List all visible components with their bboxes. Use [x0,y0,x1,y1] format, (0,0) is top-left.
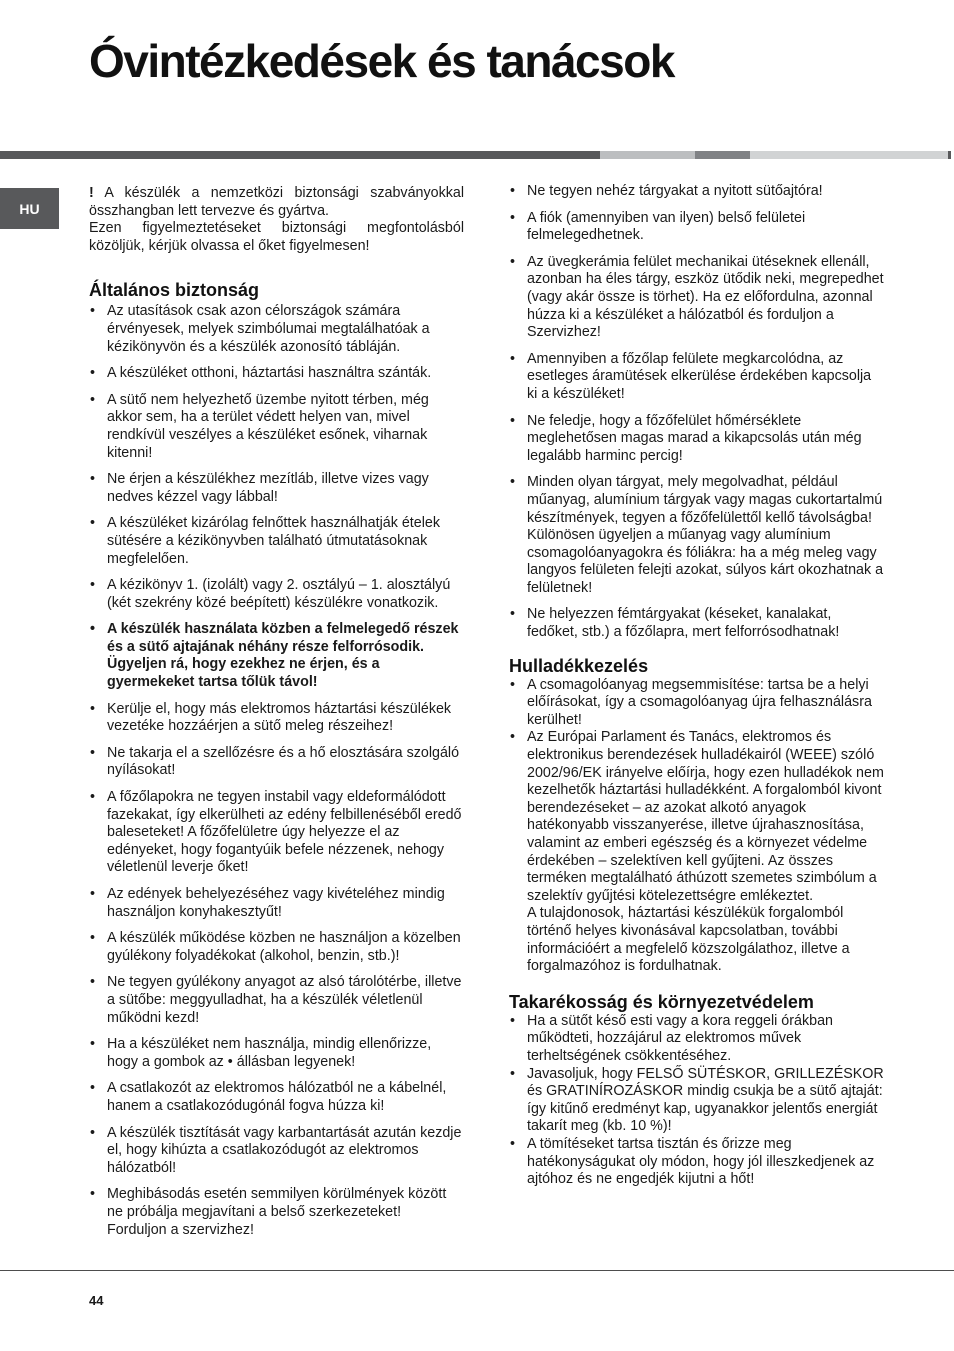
general-safety-list [89,303,464,1239]
language-tab [0,188,59,229]
list-item: • A készüléket otthoni, háztartási használtra szánták. [89,365,464,383]
list-item: • A készülék tisztítását vagy karbantartását azután kezdje el, hogy kihúzta a csatlakozódugót az elektromos hálózatból! [89,1125,464,1178]
page-number: 44 [89,1293,104,1308]
intro-text-2: Ezen figyelmeztetéseket biztonsági megfontolásból közöljük, kérjük olvassa el őket figyelmesen! [89,220,464,254]
list-item: • A főzőlapokra ne tegyen instabil vagy eldeformálódott fazekakat, így elkerülheti az edény felbillenéséből eredő baleseteket! A főzőfelületre úgy helyezze el az edényeket, hogy fogantyúik befele nézzenek, nehogy véletlenül leverje őket! [89,789,464,877]
section-heading-general-safety: Általános biztonság [89,280,260,301]
waste-trailing-paragraph: A tulajdonosok, háztartási készülékük forgalomból történő helyes kivonásával kapcsolatban, további információért a megfelelő közszolgálathoz, illetve a forgalmazóhoz is fordulhatnak. [527,905,850,975]
general-safety-list-continued [509,183,885,642]
section-heading-saving: Takarékosság és környezetvédelem [509,991,814,1012]
list-item: • Meghibásodás esetén semmilyen körülmények között ne próbálja megjavítani a belső szerkezeteket! Forduljon a szervizhez! [89,1186,464,1239]
list-item: • Ha a készüléket nem használja, mindig ellenőrizze, hogy a gombok az • állásban legyenek! [89,1036,464,1071]
list-item: • A készülék működése közben ne használjon a közelben gyúlékony folyadékokat (alkohol, benzin, stb.)! [89,930,464,965]
list-item: • A kézikönyv 1. (izolált) vagy 2. osztályú – 1. alosztályú (két szekrény közé beépített) készülékre vonatkozik. [89,577,464,612]
footer-rule [0,1270,954,1271]
header-rule-light [600,151,695,159]
intro-text: A készülék a nemzetközi biztonsági szabványokkal összhangban lett tervezve és gyártva. [89,185,464,219]
list-item: • A sütő nem helyezhető üzembe nyitott térben, még akkor sem, ha a terület védett helyen van, mivel rendkívül veszélyes a készüléket esőnek, viharnak kitenni! [89,392,464,462]
header-rule-dark [0,151,600,159]
list-item: • Az üvegkerámia felület mechanikai ütéseknek ellenáll, azonban ha éles tárgy, eszköz ütődik neki, megrepedhet (vagy akár össze is törhet). Ha ez előfordulna, azonnal húzza ki a készüléket a hálózatból és forduljon a Szervizhez! [509,254,885,342]
right-column [509,183,885,1189]
list-item: • Ne feledje, hogy a főzőfelület hőmérséklete meglehetősen magas marad a kikapcsolás után még legalább harminc percig! [509,413,885,466]
list-item: • A csatlakozót az elektromos hálózatból ne a kábelnél, hanem a csatlakozódugónál fogva húzza ki! [89,1080,464,1115]
section-heading-waste: Hulladékkezelés [509,655,649,676]
waste-list [509,677,885,906]
list-item: • Javasoljuk, hogy FELSŐ SÜTÉSKOR, GRILLEZÉSKOR és GRATINÍROZÁSKOR mindig csukja be a sütő ajtaját: így kitűnő eredményt kap, ugyanakkor jelentős energiát takarít meg (kb. 10 %)! [509,1066,885,1136]
list-item: • Ne érjen a készülékhez mezítláb, illetve vizes vagy nedves kézzel vagy lábbal! [89,471,464,506]
list-item: • Ne tegyen nehéz tárgyakat a nyitott sütőajtóra! [509,183,885,201]
list-item: • A tömítéseket tartsa tisztán és őrizze meg hatékonyságukat oly módon, hogy jól illeszkedjenek az ajtóhoz és ne engedjék kijutni a hőt! [509,1136,885,1189]
language-tab-label: HU [19,200,40,217]
list-item: • Ne helyezzen fémtárgyakat (késeket, kanalakat, fedőket, stb.) a főzőlapra, mert felforrósodhatnak! [509,606,885,641]
list-item: • Ha a sütőt késő esti vagy a kora reggeli órákban működteti, hozzájárul az elektromos művek terheltségének csökkentéséhez. [509,1013,885,1066]
page-title: Óvintézkedések és tanácsok [89,35,674,87]
list-item: • A fiók (amennyiben van ilyen) belső felületei felmelegedhetnek. [509,210,885,245]
saving-list [509,1013,885,1189]
list-item: • Amennyiben a főzőlap felülete megkarcolódna, az esetleges áramütések elkerülése érdekében kapcsolja ki a készüléket! [509,351,885,404]
left-column [89,183,464,1248]
header-rule-mid [695,151,750,159]
list-item: • A készüléket kizárólag felnőttek használhatják ételek sütésére a kézikönyvben található útmutatásoknak megfelelően. [89,515,464,568]
list-item: • Kerülje el, hogy más elektromos háztartási készülékek vezetéke hozzáérjen a sütő meleg részeihez! [89,701,464,736]
intro-paragraph [89,185,464,255]
list-item-warning: • A készülék használata közben a felmelegedő részek és a sütő ajtajának néhány része felforrósodik. Ügyeljen rá, hogy ezekhez ne érjen, és a gyermekeket tartsa tőlük távol! [89,621,464,691]
warning-mark: ! [89,185,94,201]
header-rule-tick [948,151,951,159]
list-item: • Ne tegyen gyúlékony anyagot az alsó tárolótérbe, illetve a sütőbe: meggyulladhat, ha a készülék véletlenül működni kezd! [89,974,464,1027]
list-item: • Az Európai Parlament és Tanács, elektromos és elektronikus berendezések hulladékairól (WEEE) szóló 2002/96/EK irányelve előírja, hogy ezen hulladékok nem kezelhetők háztartási hulladékként. A forgalomból kivont berendezéseket – az azokat alkotó anyagok hatékonyabb visszanyerése, illetve újrahasznosítása, valamint az emberi egészség és a környezet védelme érdekében – szelektíven kell gyűjteni. Az összes terméken megtalálható áthúzott szemetes szimbólum a szelektív gyűjtési kötelezettségre emlékeztet. [509,729,885,905]
header-rule-light-end [750,151,948,159]
list-item: • Az edények behelyezéséhez vagy kivételéhez mindig használjon konyhakesztyűt! [89,886,464,921]
list-item: • Az utasítások csak azon célországok számára érvényesek, melyek szimbólumai megtalálhatóak a kézikönyvön és a készülék azonosító tábláján. [89,303,464,356]
list-item: • A csomagolóanyag megsemmisítése: tartsa be a helyi előírásokat, így a csomagolóanyag újra felhasználásra kerülhet! [509,677,885,730]
list-item: • Minden olyan tárgyat, mely megolvadhat, például műanyag, alumínium tárgyak vagy magas cukortartalmú készítmények, tegyen a főzőfelülettől kellő távolságba! Különösen ügyeljen a műanyag vagy alumínium csomagolóanyagokra és fóliákra: ha a még meleg vagy langyos felületen felejti azokat, súlyos kárt okozhatnak a felületnek! [509,474,885,597]
list-item: • Ne takarja el a szellőzésre és a hő elosztására szolgáló nyílásokat! [89,745,464,780]
